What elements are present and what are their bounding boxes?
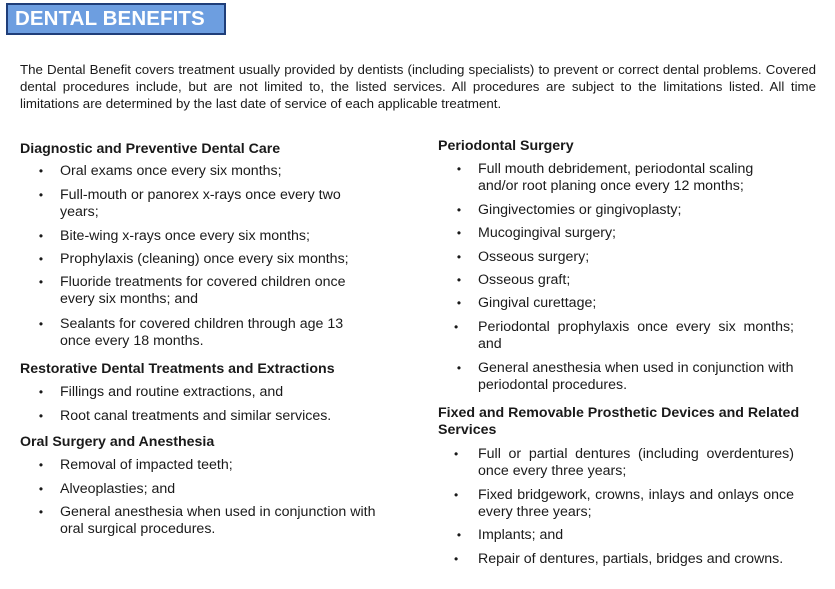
bullet-icon: • bbox=[456, 528, 462, 542]
list-item: • Fluoride treatments for covered children once every six months; and bbox=[36, 274, 376, 308]
section-heading-oral-surgery: Oral Surgery and Anesthesia bbox=[20, 434, 215, 450]
bullet-icon: • bbox=[456, 203, 462, 217]
bullet-icon: • bbox=[38, 409, 44, 423]
bullet-icon: • bbox=[456, 226, 462, 240]
bullet-icon: • bbox=[38, 458, 44, 472]
bullet-icon: • bbox=[454, 447, 459, 461]
section-heading-periodontal: Periodontal Surgery bbox=[438, 138, 574, 154]
bullet-icon: • bbox=[456, 296, 462, 310]
page-title: DENTAL BENEFITS bbox=[15, 7, 205, 30]
list-item: • Mucogingival surgery; bbox=[454, 225, 794, 242]
bullet-icon: • bbox=[38, 252, 44, 266]
list-item: • General anesthesia when used in conjunction with oral surgical procedures. bbox=[36, 504, 378, 538]
section-heading-restorative: Restorative Dental Treatments and Extractions bbox=[20, 361, 335, 377]
bullet-icon: • bbox=[456, 162, 462, 176]
list-item: • Oral exams once every six months; bbox=[36, 163, 380, 180]
bullet-icon: • bbox=[456, 250, 462, 264]
list-item: • Gingival curettage; bbox=[454, 295, 794, 312]
list-item: • Full-mouth or panorex x-rays once every two years; bbox=[36, 187, 376, 221]
list-item: • Gingivectomies or gingivoplasty; bbox=[454, 202, 794, 219]
list-item: • Osseous graft; bbox=[454, 272, 794, 289]
section-heading-diagnostic: Diagnostic and Preventive Dental Care bbox=[20, 141, 281, 157]
bullet-icon: • bbox=[454, 488, 459, 502]
list-item: • Alveoplasties; and bbox=[36, 481, 380, 498]
intro-paragraph: The Dental Benefit covers treatment usually provided by dentists (including specialists) to prevent or correct dental problems. Covered dental procedures include, but are not limited to, the listed services. All procedures are subject to the limitations listed. All time limitations are determined by the last date of service of each applicable treatment. bbox=[20, 62, 816, 111]
list-item: • Fillings and routine extractions, and bbox=[36, 384, 380, 401]
list-item: • Full mouth debridement, periodontal scaling and/or root planing once every 12 months; bbox=[454, 161, 794, 195]
bullet-icon: • bbox=[38, 482, 44, 496]
list-item: • Fixed bridgework, crowns, inlays and onlays once every three years; bbox=[454, 487, 794, 520]
bullet-icon: • bbox=[38, 229, 44, 243]
bullet-icon: • bbox=[38, 164, 44, 178]
list-item: • Osseous surgery; bbox=[454, 249, 794, 266]
bullet-icon: • bbox=[456, 273, 462, 287]
bullet-icon: • bbox=[454, 320, 459, 334]
list-item: • Repair of dentures, partials, bridges and crowns. bbox=[454, 551, 784, 567]
list-item: • Root canal treatments and similar services. bbox=[36, 408, 380, 425]
list-item: • Full or partial dentures (including overdentures) once every three years; bbox=[454, 446, 794, 479]
bullet-icon: • bbox=[38, 505, 44, 519]
list-item: • General anesthesia when used in conjunction with periodontal procedures. bbox=[454, 360, 794, 394]
list-item: • Implants; and bbox=[454, 527, 794, 544]
bullet-icon: • bbox=[38, 385, 44, 399]
list-item: • Sealants for covered children through age 13 once every 18 months. bbox=[36, 316, 376, 350]
bullet-icon: • bbox=[38, 275, 44, 289]
section-heading-prosthetic: Fixed and Removable Prosthetic Devices and Related Services bbox=[438, 405, 800, 438]
page-title-banner bbox=[6, 3, 226, 35]
list-item: • Periodontal prophylaxis once every six months; and bbox=[454, 319, 794, 352]
bullet-icon: • bbox=[454, 552, 459, 566]
bullet-icon: • bbox=[38, 188, 44, 202]
bullet-icon: • bbox=[456, 361, 462, 375]
list-item: • Removal of impacted teeth; bbox=[36, 457, 380, 474]
bullet-icon: • bbox=[38, 317, 44, 331]
list-item: • Prophylaxis (cleaning) once every six months; bbox=[36, 251, 380, 268]
list-item: • Bite-wing x-rays once every six months; bbox=[36, 228, 380, 245]
